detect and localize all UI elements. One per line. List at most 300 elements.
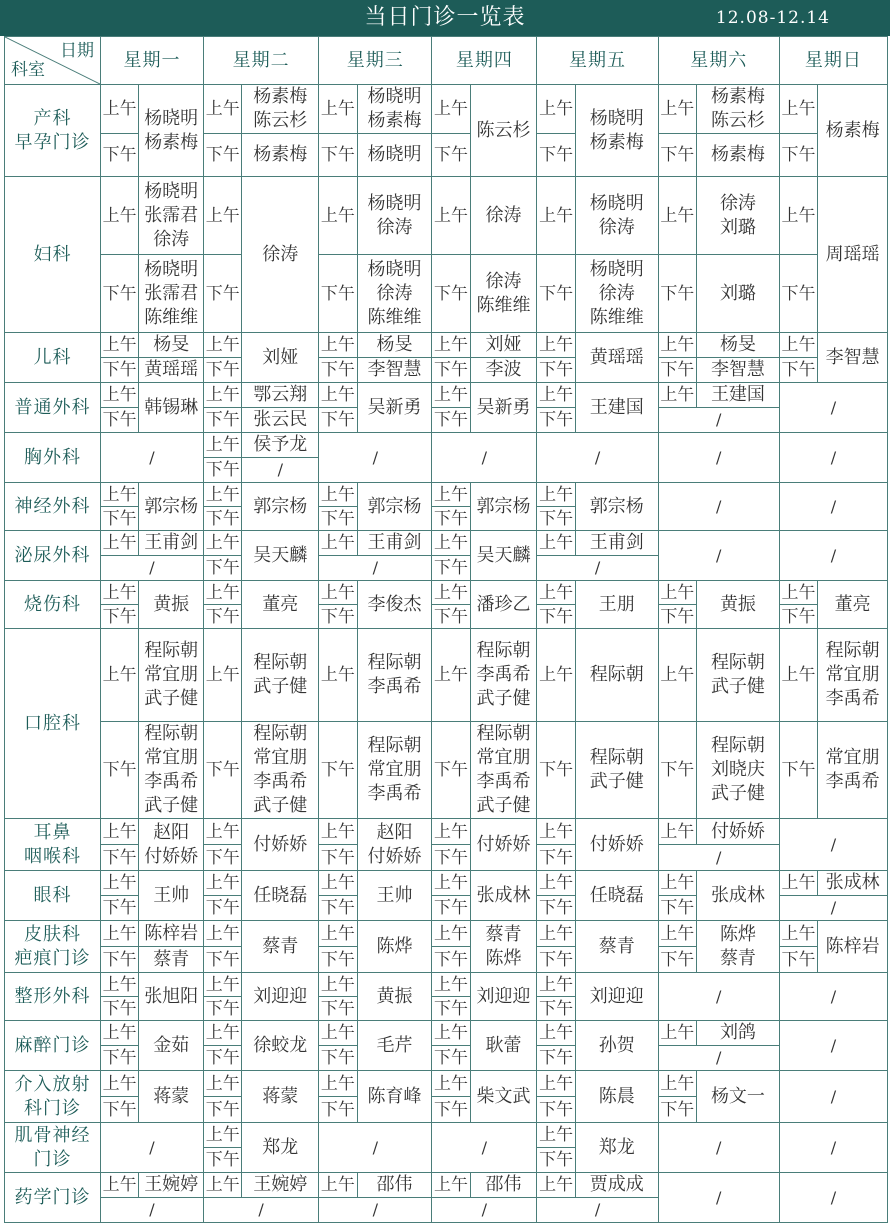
doctor-cell xyxy=(575,177,658,255)
dept-row-am xyxy=(5,531,888,556)
period-pm: 下午 xyxy=(204,722,242,819)
doctor-name: 程际朝 xyxy=(589,664,644,685)
doctor-name: 陈梓岩 xyxy=(144,922,199,944)
doctor-cell xyxy=(818,871,888,896)
doctor-name: 黄振 xyxy=(376,985,413,1007)
doctor-cell xyxy=(575,871,658,921)
doctor-cell xyxy=(357,1173,432,1198)
period-pm: 下午 xyxy=(204,605,242,629)
no-clinic-mark: / xyxy=(100,1123,203,1173)
dept-row-am xyxy=(5,85,888,134)
doctor-name: 郭宗杨 xyxy=(367,495,422,517)
doctor-name: 武子健 xyxy=(476,795,531,816)
period-pm: 下午 xyxy=(537,408,575,433)
title-bar xyxy=(0,0,890,36)
schedule-body xyxy=(5,85,888,1223)
doctor-name: 刘娅 xyxy=(262,346,299,368)
doctor-name: 杨文一 xyxy=(710,1085,765,1107)
corner-cell xyxy=(5,37,101,85)
no-clinic-mark: / xyxy=(658,433,779,483)
doctor-cell xyxy=(697,629,780,722)
doctor-name: 周瑶瑶 xyxy=(825,243,880,265)
doctor-name: 蔡青 xyxy=(485,923,522,945)
no-clinic-mark: / xyxy=(242,458,319,483)
period-am: 上午 xyxy=(100,1071,138,1097)
period-am: 上午 xyxy=(658,921,696,947)
doctor-name: 李智慧 xyxy=(710,359,765,380)
doctor-name: 付娇娇 xyxy=(710,820,765,842)
no-clinic-mark: / xyxy=(779,433,887,483)
period-pm: 下午 xyxy=(100,507,138,531)
doctor-cell xyxy=(139,333,204,358)
doctor-name: 刘晓庆 xyxy=(710,759,765,780)
day-header: 星期三 xyxy=(319,37,432,85)
doctor-cell xyxy=(242,333,319,383)
department-name-line: 胸外科 xyxy=(23,446,81,468)
doctor-name: 邵伟 xyxy=(376,1174,413,1195)
corner-dept-label: 科室 xyxy=(11,60,45,80)
period-pm: 下午 xyxy=(204,458,242,483)
doctor-cell xyxy=(575,1071,658,1123)
doctor-name: 付娇娇 xyxy=(589,833,644,855)
period-pm: 下午 xyxy=(204,556,242,581)
doctor-name: 郭宗杨 xyxy=(253,495,308,517)
doctor-cell xyxy=(575,531,658,556)
doctor-name: 王婉婷 xyxy=(144,1174,199,1195)
doctor-name: 杨旻 xyxy=(376,334,413,355)
doctor-name: 黄瑶瑶 xyxy=(144,359,199,380)
period-pm: 下午 xyxy=(537,896,575,921)
dept-row-pm xyxy=(5,255,888,333)
doctor-cell xyxy=(139,947,204,973)
doctor-name: 李俊杰 xyxy=(367,593,422,615)
doctor-name: 蔡青 xyxy=(262,935,299,957)
department-name-line: 妇科 xyxy=(33,243,72,265)
period-am: 上午 xyxy=(204,1071,242,1097)
period-am: 上午 xyxy=(537,629,575,722)
doctor-name: 侯予龙 xyxy=(253,434,308,455)
doctor-name: 杨晓明 xyxy=(367,86,422,107)
dept-row-pm xyxy=(5,1046,888,1071)
doctor-cell xyxy=(357,819,432,871)
doctor-name: 刘迎迎 xyxy=(476,985,531,1007)
period-pm: 下午 xyxy=(537,358,575,383)
doctor-name: 吴新勇 xyxy=(476,396,531,418)
department-name xyxy=(5,531,101,581)
doctor-cell xyxy=(470,383,537,433)
doctor-cell xyxy=(470,85,537,177)
doctor-cell xyxy=(242,1173,319,1198)
period-am: 上午 xyxy=(204,433,242,458)
period-am: 上午 xyxy=(204,1123,242,1148)
doctor-name: 徐涛 xyxy=(485,270,522,292)
doctor-cell xyxy=(818,177,888,333)
doctor-cell xyxy=(575,85,658,177)
doctor-name: 常宜朋 xyxy=(825,747,880,768)
doctor-cell xyxy=(242,581,319,629)
doctor-name: 郑龙 xyxy=(598,1136,635,1158)
period-am: 上午 xyxy=(779,871,817,896)
doctor-name: 陈烨 xyxy=(376,935,413,957)
doctor-name: 王建国 xyxy=(710,384,765,405)
period-pm: 下午 xyxy=(658,605,696,629)
period-pm: 下午 xyxy=(432,997,470,1021)
no-clinic-mark: / xyxy=(779,973,887,1021)
corner-date-label: 日期 xyxy=(59,41,94,61)
no-clinic-mark: / xyxy=(537,433,658,483)
period-am: 上午 xyxy=(432,871,470,896)
doctor-name: 陈烨 xyxy=(719,923,756,945)
doctor-name: 陈云杉 xyxy=(253,110,308,131)
period-pm: 下午 xyxy=(100,358,138,383)
period-pm: 下午 xyxy=(319,1097,357,1123)
no-clinic-mark: / xyxy=(779,1123,887,1173)
doctor-name: 常宜朋 xyxy=(476,747,531,768)
doctor-name: 杨晓明 xyxy=(589,192,644,214)
doctor-name: 武子健 xyxy=(144,795,199,816)
doctor-name: 李智慧 xyxy=(825,346,880,368)
no-clinic-mark: / xyxy=(537,556,658,581)
doctor-cell xyxy=(139,255,204,333)
period-am: 上午 xyxy=(537,973,575,997)
period-am: 上午 xyxy=(100,383,138,408)
department-name xyxy=(5,819,101,871)
doctor-name: 陈维维 xyxy=(367,306,422,328)
doctor-name: 王建国 xyxy=(589,396,644,418)
period-pm: 下午 xyxy=(100,605,138,629)
doctor-name: 董亮 xyxy=(262,593,299,615)
period-am: 上午 xyxy=(319,85,357,134)
period-am: 上午 xyxy=(537,531,575,556)
period-am: 上午 xyxy=(537,871,575,896)
doctor-name: 陈晨 xyxy=(598,1085,635,1107)
period-am: 上午 xyxy=(319,1173,357,1198)
doctor-name: 吴天麟 xyxy=(476,544,531,566)
doctor-name: 李禹希 xyxy=(476,771,531,792)
doctor-name: 杨素梅 xyxy=(710,144,765,165)
period-pm: 下午 xyxy=(204,947,242,973)
doctor-cell xyxy=(470,921,537,973)
doctor-name: 张云民 xyxy=(253,409,308,430)
doctor-name: 李禹希 xyxy=(253,771,308,792)
period-pm: 下午 xyxy=(319,255,357,333)
doctor-name: 王甫剑 xyxy=(144,532,199,553)
doctor-name: 程际朝 xyxy=(253,723,308,744)
doctor-name: 李禹希 xyxy=(367,676,422,697)
period-am: 上午 xyxy=(319,1021,357,1046)
period-am: 上午 xyxy=(537,921,575,947)
doctor-cell xyxy=(139,85,204,177)
doctor-name: 常宜朋 xyxy=(144,664,199,685)
period-pm: 下午 xyxy=(432,896,470,921)
doctor-name: 陈云杉 xyxy=(710,110,765,131)
doctor-name: 黄瑶瑶 xyxy=(589,346,644,368)
doctor-cell xyxy=(818,85,888,177)
doctor-name: 程际朝 xyxy=(476,640,531,661)
period-pm: 下午 xyxy=(100,255,138,333)
period-am: 上午 xyxy=(319,629,357,722)
period-am: 上午 xyxy=(537,819,575,845)
department-name xyxy=(5,973,101,1021)
doctor-name: 王帅 xyxy=(376,884,413,906)
department-name xyxy=(5,433,101,483)
period-pm: 下午 xyxy=(432,722,470,819)
doctor-cell xyxy=(357,383,432,433)
no-clinic-mark: / xyxy=(658,973,779,1021)
doctor-name: 吴新勇 xyxy=(367,396,422,418)
doctor-name: 黄振 xyxy=(153,593,190,615)
department-name-line: 皮肤科 xyxy=(23,923,81,945)
doctor-name: 柴文武 xyxy=(476,1085,531,1107)
period-am: 上午 xyxy=(100,629,138,722)
doctor-cell xyxy=(357,581,432,629)
dept-row-am xyxy=(5,921,888,947)
period-am: 上午 xyxy=(100,333,138,358)
period-pm: 下午 xyxy=(779,134,817,177)
period-pm: 下午 xyxy=(432,358,470,383)
doctor-cell xyxy=(697,921,780,973)
period-am: 上午 xyxy=(100,819,138,845)
period-am: 上午 xyxy=(319,1071,357,1097)
doctor-cell xyxy=(697,581,780,629)
doctor-name: 陈烨 xyxy=(485,947,522,969)
period-pm: 下午 xyxy=(204,845,242,871)
doctor-cell xyxy=(470,871,537,921)
period-pm: 下午 xyxy=(432,845,470,871)
doctor-cell xyxy=(697,177,780,255)
period-am: 上午 xyxy=(779,581,817,605)
no-clinic-mark: / xyxy=(537,1198,658,1223)
period-am: 上午 xyxy=(100,581,138,605)
doctor-name: 任晓磊 xyxy=(253,884,308,906)
doctor-name: 耿蕾 xyxy=(485,1034,522,1056)
doctor-name: 武子健 xyxy=(253,676,308,697)
doctor-name: 郑龙 xyxy=(262,1136,299,1158)
doctor-cell xyxy=(242,1123,319,1173)
period-pm: 下午 xyxy=(658,358,696,383)
date-range: 12.08-12.14 xyxy=(715,8,830,28)
period-pm: 下午 xyxy=(779,255,817,333)
doctor-name: 张成林 xyxy=(476,884,531,906)
no-clinic-mark: / xyxy=(779,896,887,921)
doctor-cell xyxy=(575,1021,658,1071)
period-pm: 下午 xyxy=(537,845,575,871)
day-header: 星期日 xyxy=(779,37,887,85)
period-pm: 下午 xyxy=(537,997,575,1021)
period-pm: 下午 xyxy=(100,997,138,1021)
period-pm: 下午 xyxy=(537,1097,575,1123)
period-pm: 下午 xyxy=(432,605,470,629)
doctor-cell xyxy=(357,177,432,255)
doctor-cell xyxy=(139,1173,204,1198)
period-am: 上午 xyxy=(432,581,470,605)
doctor-name: 程际朝 xyxy=(144,640,199,661)
doctor-cell xyxy=(697,358,780,383)
doctor-name: 程际朝 xyxy=(253,652,308,673)
department-name-line: 泌尿外科 xyxy=(14,544,91,566)
no-clinic-mark: / xyxy=(658,483,779,531)
department-name-line: 介入放射 xyxy=(14,1073,91,1095)
no-clinic-mark: / xyxy=(319,1198,432,1223)
doctor-cell xyxy=(470,973,537,1021)
doctor-cell xyxy=(697,255,780,333)
doctor-name: 郭宗杨 xyxy=(589,495,644,517)
period-pm: 下午 xyxy=(779,722,817,819)
period-am: 上午 xyxy=(537,581,575,605)
doctor-cell xyxy=(139,531,204,556)
doctor-cell xyxy=(242,134,319,177)
doctor-cell xyxy=(139,973,204,1021)
period-pm: 下午 xyxy=(319,896,357,921)
doctor-cell xyxy=(139,921,204,947)
period-am: 上午 xyxy=(319,383,357,408)
department-name xyxy=(5,1071,101,1123)
period-am: 上午 xyxy=(432,629,470,722)
doctor-name: 邵伟 xyxy=(485,1174,522,1195)
doctor-name: 张旭阳 xyxy=(144,985,199,1007)
doctor-cell xyxy=(357,255,432,333)
period-am: 上午 xyxy=(658,819,696,845)
period-pm: 下午 xyxy=(204,358,242,383)
doctor-name: 杨晓明 xyxy=(144,107,199,129)
doctor-name: 陈维维 xyxy=(589,306,644,328)
period-am: 上午 xyxy=(537,1123,575,1148)
doctor-name: 贾成成 xyxy=(589,1174,644,1195)
dept-row-pm xyxy=(5,408,888,433)
dept-row-am xyxy=(5,1071,888,1097)
doctor-cell xyxy=(470,629,537,722)
period-am: 上午 xyxy=(100,1173,138,1198)
doctor-cell xyxy=(575,383,658,433)
period-am: 上午 xyxy=(100,177,138,255)
doctor-cell xyxy=(470,358,537,383)
day-header: 星期四 xyxy=(432,37,537,85)
doctor-name: 杨晓明 xyxy=(367,192,422,214)
period-am: 上午 xyxy=(204,581,242,605)
department-name-line: 儿科 xyxy=(33,346,72,368)
doctor-name: 常宜朋 xyxy=(825,664,880,685)
doctor-cell xyxy=(697,871,780,921)
department-name-line: 门诊 xyxy=(33,1148,72,1170)
period-pm: 下午 xyxy=(100,722,138,819)
doctor-cell xyxy=(242,1071,319,1123)
doctor-name: 徐涛 xyxy=(262,243,299,265)
doctor-cell xyxy=(357,1071,432,1123)
no-clinic-mark: / xyxy=(319,433,432,483)
period-pm: 下午 xyxy=(537,947,575,973)
doctor-cell xyxy=(139,581,204,629)
doctor-cell xyxy=(357,871,432,921)
period-am: 上午 xyxy=(432,383,470,408)
doctor-cell xyxy=(242,973,319,1021)
doctor-name: 王甫剑 xyxy=(589,532,644,553)
doctor-name: 潘珍乙 xyxy=(476,593,531,615)
doctor-name: 付娇娇 xyxy=(253,833,308,855)
doctor-name: 张霈君 xyxy=(144,282,199,304)
doctor-cell xyxy=(357,85,432,134)
no-clinic-mark: / xyxy=(779,483,887,531)
period-pm: 下午 xyxy=(100,896,138,921)
doctor-cell xyxy=(470,1173,537,1198)
doctor-cell xyxy=(357,973,432,1021)
period-am: 上午 xyxy=(100,921,138,947)
period-am: 上午 xyxy=(319,973,357,997)
doctor-name: 张成林 xyxy=(825,872,880,893)
doctor-cell xyxy=(242,722,319,819)
period-pm: 下午 xyxy=(658,255,696,333)
doctor-cell xyxy=(575,722,658,819)
department-name-line: 咽喉科 xyxy=(23,845,81,867)
doctor-name: 陈维维 xyxy=(476,294,531,316)
period-pm: 下午 xyxy=(100,845,138,871)
no-clinic-mark: / xyxy=(100,433,203,483)
doctor-name: 李禹希 xyxy=(367,783,422,804)
doctor-name: 陈梓岩 xyxy=(825,935,880,957)
period-pm: 下午 xyxy=(537,134,575,177)
doctor-name: 李禹希 xyxy=(144,771,199,792)
period-am: 上午 xyxy=(537,85,575,134)
dept-row-am xyxy=(5,871,888,896)
dept-row-am xyxy=(5,433,888,458)
period-am: 上午 xyxy=(100,483,138,507)
department-name-line: 神经外科 xyxy=(14,495,91,517)
period-am: 上午 xyxy=(658,1071,696,1097)
doctor-name: 鄂云翔 xyxy=(253,384,308,405)
department-name xyxy=(5,177,101,333)
period-am: 上午 xyxy=(537,483,575,507)
period-am: 上午 xyxy=(100,85,138,134)
doctor-cell xyxy=(697,1071,780,1123)
period-am: 上午 xyxy=(100,871,138,896)
period-am: 上午 xyxy=(204,85,242,134)
dept-row-am xyxy=(5,819,888,845)
doctor-cell xyxy=(470,333,537,358)
period-pm: 下午 xyxy=(319,408,357,433)
period-am: 上午 xyxy=(204,1173,242,1198)
dept-row-pm xyxy=(5,722,888,819)
period-pm: 下午 xyxy=(432,1046,470,1071)
period-am: 上午 xyxy=(432,483,470,507)
doctor-cell xyxy=(575,483,658,531)
period-am: 上午 xyxy=(658,581,696,605)
no-clinic-mark: / xyxy=(658,845,779,871)
doctor-cell xyxy=(575,921,658,973)
period-pm: 下午 xyxy=(100,1097,138,1123)
doctor-cell xyxy=(242,408,319,433)
doctor-name: 杨晓明 xyxy=(367,144,422,165)
period-am: 上午 xyxy=(658,871,696,896)
period-pm: 下午 xyxy=(204,997,242,1021)
day-header: 星期一 xyxy=(100,37,203,85)
period-pm: 下午 xyxy=(537,507,575,531)
period-am: 上午 xyxy=(319,483,357,507)
doctor-name: 徐涛 xyxy=(719,192,756,214)
doctor-name: 王甫剑 xyxy=(367,532,422,553)
no-clinic-mark: / xyxy=(779,1173,887,1223)
doctor-cell xyxy=(139,819,204,871)
doctor-name: 刘迎迎 xyxy=(589,985,644,1007)
period-am: 上午 xyxy=(100,1021,138,1046)
doctor-name: 武子健 xyxy=(476,688,531,709)
no-clinic-mark: / xyxy=(204,1198,319,1223)
dept-row-am xyxy=(5,1123,888,1148)
period-am: 上午 xyxy=(658,85,696,134)
doctor-name: 杨晓明 xyxy=(144,180,199,202)
doctor-name: 赵阳 xyxy=(376,821,413,843)
doctor-name: 徐涛 xyxy=(376,216,413,238)
doctor-cell xyxy=(357,921,432,973)
doctor-name: 付娇娇 xyxy=(144,845,199,867)
